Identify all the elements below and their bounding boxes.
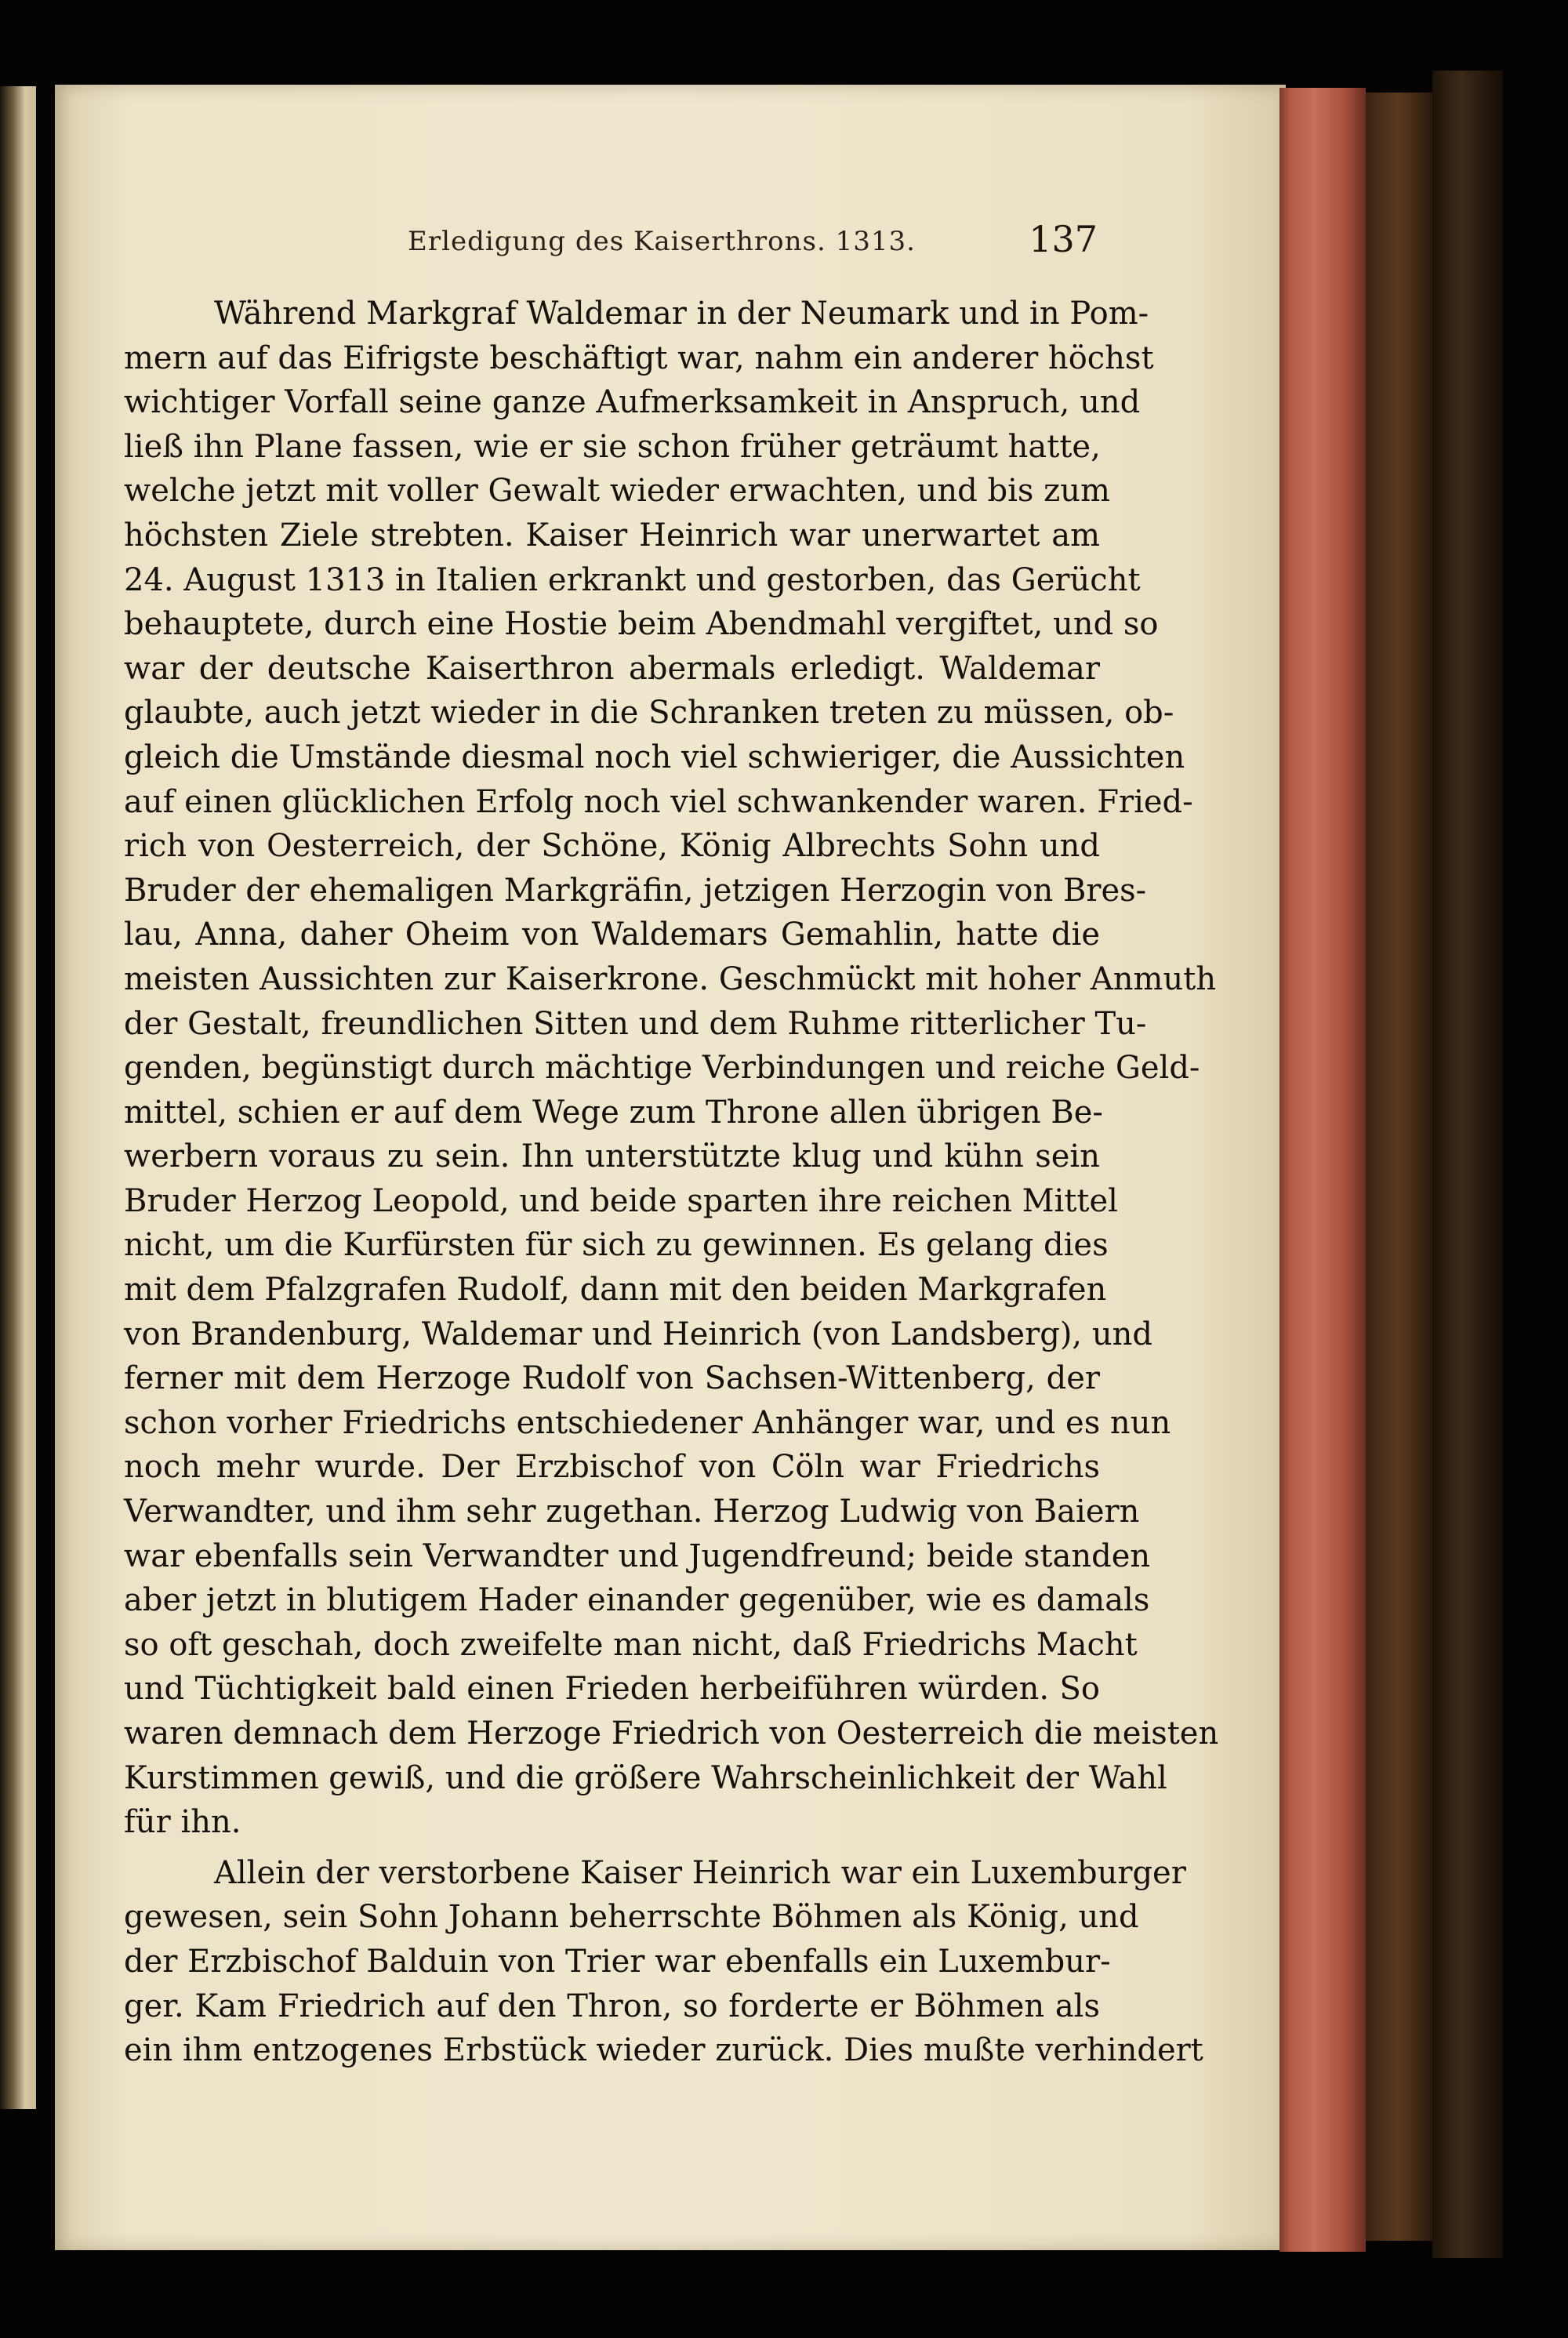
text-line: Allein der verstorbene Kaiser Heinrich war ein Luxemburger (214, 1854, 1186, 1891)
page-number: 137 (1029, 218, 1098, 260)
text-line: ger. Kam Friedrich auf den Thron, so forderte er Böhmen als (124, 1988, 1100, 2024)
paragraph (124, 292, 1219, 1845)
text-line: auf einen glücklichen Erfolg noch viel schwankender waren. Fried- (124, 783, 1193, 820)
text-line: werbern voraus zu sein. Ihn unterstützte klug und kühn sein (124, 1138, 1100, 1175)
text-line: 24. August 1313 in Italien erkrankt und gestorben, das Gerücht (124, 561, 1141, 598)
book-spine (1432, 71, 1503, 2258)
text-line: gewesen, sein Sohn Johann beherrschte Böhmen als König, und (124, 1899, 1139, 1936)
text-line: Bruder Herzog Leopold, und beide sparten ihre reichen Mittel (124, 1182, 1118, 1219)
text-line: Während Markgraf Waldemar in der Neumark und in Pom- (214, 296, 1149, 332)
text-line: der Gestalt, freundlichen Sitten und dem Ruhme ritterlicher Tu- (124, 1005, 1147, 1042)
text-line: Kurstimmen gewiß, und die größere Wahrscheinlichkeit der Wahl (124, 1759, 1167, 1796)
page-header (408, 218, 1098, 265)
red-page-edges (1279, 88, 1366, 2252)
running-head: Erledigung des Kaiserthrons. 1313. (408, 226, 916, 257)
text-line: mit dem Pfalzgrafen Rudolf, dann mit den beiden Markgrafen (124, 1272, 1107, 1309)
text-line: Verwandter, und ihm sehr zugethan. Herzog Ludwig von Baiern (124, 1494, 1140, 1530)
text-line: war der deutsche Kaiserthron abermals erledigt. Waldemar (124, 650, 1100, 687)
text-line: für ihn. (124, 1804, 241, 1841)
text-line: lau, Anna, daher Oheim von Waldemars Gemahlin, hatte die (124, 917, 1100, 953)
text-line: aber jetzt in blutigem Hader einander gegenüber, wie es damals (124, 1582, 1150, 1619)
text-line: der Erzbischof Balduin von Trier war ebenfalls ein Luxembur- (124, 1943, 1111, 1980)
text-line: rich von Oesterreich, der Schöne, König Albrechts Sohn und (124, 828, 1100, 865)
text-line: von Brandenburg, Waldemar und Heinrich (von Landsberg), und (124, 1316, 1152, 1352)
text-line: waren demnach dem Herzoge Friedrich von Oesterreich die meisten (124, 1715, 1219, 1752)
text-line: wichtiger Vorfall seine ganze Aufmerksamkeit in Anspruch, und (124, 384, 1141, 421)
text-line: schon vorher Friedrichs entschiedener Anhänger war, und es nun (124, 1404, 1171, 1441)
paragraph (124, 1851, 1203, 2073)
text-line: welche jetzt mit voller Gewalt wieder erwachten, und bis zum (124, 473, 1110, 510)
text-line: meisten Aussichten zur Kaiserkrone. Geschmückt mit hoher Anmuth (124, 960, 1217, 997)
text-line: ließ ihn Plane fassen, wie er sie schon früher geträumt hatte, (124, 428, 1101, 465)
text-line: ferner mit dem Herzoge Rudolf von Sachsen-Wittenberg, der (124, 1360, 1100, 1397)
text-line: nicht, um die Kurfürsten für sich zu gewinnen. Es gelang dies (124, 1227, 1109, 1264)
text-line: glaubte, auch jetzt wieder in die Schranken treten zu müssen, ob- (124, 695, 1174, 732)
text-line: gleich die Umstände diesmal noch viel schwieriger, die Aussichten (124, 739, 1185, 775)
text-line: noch mehr wurde. Der Erzbischof von Cöln war Friedrichs (124, 1449, 1100, 1486)
text-line: mern auf das Eifrigste beschäftigt war, nahm ein anderer höchst (124, 339, 1154, 376)
text-line: war ebenfalls sein Verwandter und Jugendfreund; beide standen (124, 1537, 1151, 1574)
text-line: ein ihm entzogenes Erbstück wieder zurück. Dies mußte verhindert (124, 2032, 1203, 2069)
previous-page-edge (0, 86, 36, 2109)
text-line: behauptete, durch eine Hostie beim Abendmahl vergiftet, und so (124, 606, 1159, 643)
text-line: mittel, schien er auf dem Wege zum Throne allen übrigen Be- (124, 1094, 1103, 1131)
text-line: höchsten Ziele strebten. Kaiser Heinrich war unerwartet am (124, 517, 1100, 554)
text-line: so oft geschah, doch zweifelte man nicht, daß Friedrichs Macht (124, 1626, 1138, 1663)
book-cover-board (1366, 93, 1432, 2241)
text-line: Bruder der ehemaligen Markgräfin, jetzigen Herzogin von Bres- (124, 872, 1147, 909)
body-text (124, 292, 1219, 2073)
text-line: genden, begünstigt durch mächtige Verbindungen und reiche Geld- (124, 1050, 1200, 1087)
text-line: und Tüchtigkeit bald einen Frieden herbeiführen würden. So (124, 1671, 1100, 1708)
